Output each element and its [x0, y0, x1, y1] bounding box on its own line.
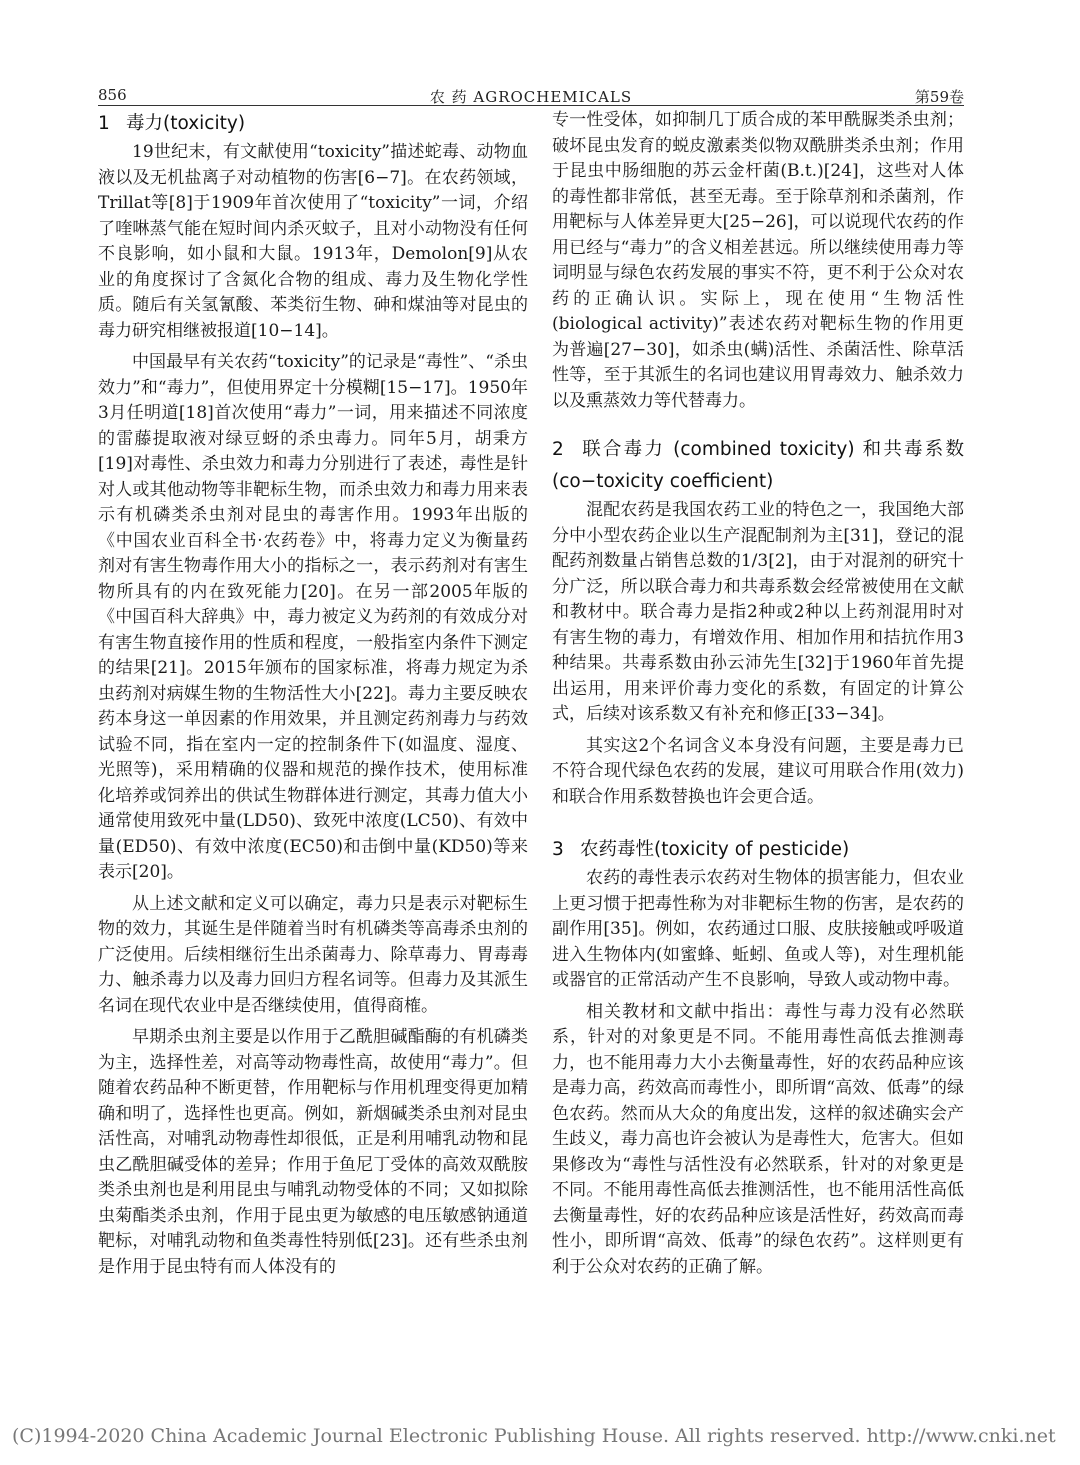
section-2-number: 2: [552, 439, 564, 460]
paragraph: 19世纪末，有文献使用“toxicity”描述蛇毒、动物血液以及无机盐离子对动植物的伤害[6−7]。在农药领域，Trillat等[8]于1909年首次使用了“toxicity”一词，介绍了喹啉蒸气能在短时间内杀灭蚊子，且对小动物没有任何不良影响，如小鼠和大鼠。1913年，Demolon[9]从农业的角度探讨了含氮化合物的组成、毒力及生物化学性质。随后有关氢氰酸、苯类衍生物、砷和煤油等对昆虫的毒力研究相继被报道[10−14]。: [98, 142, 528, 341]
copyright-footer: (C)1994-2020 China Academic Journal Electronic Publishing House. All rights reserved. http://www.cnki.net: [12, 1425, 1056, 1447]
paragraph: 中国最早有关农药“toxicity”的记录是“毒性”、“杀虫效力”和“毒力”，但使用界定十分模糊[15−17]。1950年3月任明道[18]首次使用“毒力”一词，用来描述不同浓度的雷藤提取液对绿豆蚜的杀虫毒力。同年5月，胡秉方[19]对毒性、杀虫效力和毒力分别进行了表述，毒性是针对人或其他动物等非靶标生物，而杀虫效力和毒力用来表示有机磷类杀虫剂对昆虫的毒害作用。1993年出版的《中国农业百科全书·农药卷》中，将毒力定义为衡量药剂对有害生物毒作用大小的指标之一，表示药剂对有害生物所具有的内在致死能力[20]。在另一部2005年版的《中国百科大辞典》中，毒力被定义为药剂的有效成分对有害生物直接作用的性质和程度，一般指室内条件下测定的结果[21]。2015年颁布的国家标准，将毒力规定为杀虫药剂对病媒生物的生物活性大小[22]。毒力主要反映农药本身这一单因素的作用效果，并且测定药剂毒力与药效试验不同，指在室内一定的控制条件下(如温度、湿度、光照等)，采用精确的仪器和规范的操作技术，使用标准化培养或饲养出的供试生物群体进行测定，其毒力值大小通常使用致死中量(LD50)、致死中浓度(LC50)、有效中量(ED50)、有效中浓度(EC50)和击倒中量(KD50)等来表示[20]。: [98, 352, 528, 882]
journal-name: 农 药 AGROCHEMICALS: [429, 88, 633, 106]
section-1-title: 毒力(toxicity): [126, 113, 246, 134]
section-3-heading: [552, 834, 964, 866]
left-column: [98, 108, 528, 1286]
section-1-number: 1: [98, 113, 110, 134]
paragraph: 农药的毒性表示农药对生物体的损害能力，但农业上更习惯于把毒性称为对非靶标生物的伤害，是农药的副作用[35]。例如，农药通过口服、皮肤接触或呼吸道进入生物体内(如蜜蜂、蚯蚓、鱼或人等)，对生理机能或器官的正常活动产生不良影响，导致人或动物中毒。: [552, 868, 964, 990]
section-3-number: 3: [552, 839, 564, 860]
paragraph: 早期杀虫剂主要是以作用于乙酰胆碱酯酶的有机磷类为主，选择性差，对高等动物毒性高，故使用“毒力”。但随着农药品种不断更替，作用靶标与作用机理变得更加精确和明了，选择性也更高。例如，新烟碱类杀虫剂对昆虫活性高，对哺乳动物毒性却很低，正是利用哺乳动物和昆虫乙酰胆碱受体的差异；作用于鱼尼丁受体的高效双酰胺类杀虫剂也是利用昆虫与哺乳动物受体的不同；又如拟除虫菊酯类杀虫剂，作用于昆虫更为敏感的电压敏感钠通道靶标，对哺乳动物和鱼类毒性特别低[23]。还有些杀虫剂是作用于昆虫特有而人体没有的: [98, 1027, 528, 1277]
paragraph: 从上述文献和定义可以确定，毒力只是表示对靶标生物的效力，其诞生是伴随着当时有机磷类等高毒杀虫剂的广泛使用。后续相继衍生出杀菌毒力、除草毒力、胃毒毒力、触杀毒力以及毒力回归方程名词等。但毒力及其派生名词在现代农业中是否继续使用，值得商榷。: [98, 893, 528, 1016]
paragraph-continued: 专一性受体，如抑制几丁质合成的苯甲酰脲类杀虫剂；破坏昆虫发育的蜕皮激素类似物双酰肼类杀虫剂；作用于昆虫中肠细胞的苏云金杆菌(B.t.)[24]，这些对人体的毒性都非常低，甚至无毒。至于除草剂和杀菌剂，作用靶标与人体差异更大[25−26]，可以说现代农药的作用已经与“毒力”的含义相差甚远。所以继续使用毒力等词明显与绿色农药发展的事实不符，更不利于公众对农药的正确认识。实际上，现在使用“生物活性(biological activity)”表述农药对靶标生物的作用更为普遍[27−30]，如杀虫(螨)活性、杀菌活性、除草活性等，至于其派生的名词也建议用胃毒效力、触杀效力以及熏蒸效力等代替毒力。: [552, 110, 964, 411]
paragraph: 混配农药是我国农药工业的特色之一，我国绝大部分中小型农药企业以生产混配制剂为主[31]，登记的混配药剂数量占销售总数的1/3[2]，由于对混剂的研究十分广泛，所以联合毒力和共毒系数会经常被使用在文献和教材中。联合毒力是指2种或2种以上药剂混用时对有害生物的毒力，有增效作用、相加作用和拮抗作用3种结果。共毒系数由孙云沛先生[32]于1960年首先提出运用，用来评价毒力变化的系数，有固定的计算公式，后续对该系数又有补充和修正[33−34]。: [552, 500, 964, 724]
volume-label: 第59卷: [914, 88, 964, 106]
section-3-title: 农药毒性(toxicity of pesticide): [580, 839, 850, 860]
section-2-heading: [552, 434, 964, 498]
page-number: 856: [98, 86, 127, 104]
header-rule: [98, 105, 964, 106]
section-1-heading: [98, 108, 528, 140]
paragraph: 相关教材和文献中指出：毒性与毒力没有必然联系，针对的对象更是不同。不能用毒性高低去推测毒力，也不能用毒力大小去衡量毒性，好的农药品种应该是毒力高，药效高而毒性小，即所谓“高效、低毒”的绿色农药。然而从大众的角度出发，这样的叙述确实会产生歧义，毒力高也许会被认为是毒性大，危害大。但如果修改为“毒性与活性没有必然联系，针对的对象更是不同。不能用毒性高低去推测活性，也不能用活性高低去衡量毒性，好的农药品种应该是活性好，药效高而毒性小，即所谓“高效、低毒”的绿色农药”。这样则更有利于公众对农药的正确了解。: [552, 1001, 964, 1277]
section-2-title: 联合毒力 (combined toxicity) 和共毒系数 (co−toxicity coefficient): [552, 439, 964, 492]
paragraph: 其实这2个名词含义本身没有问题，主要是毒力已不符合现代绿色农药的发展，建议可用联合作用(效力)和联合作用系数替换也许会更合适。: [552, 735, 964, 807]
right-column: [552, 108, 964, 1286]
